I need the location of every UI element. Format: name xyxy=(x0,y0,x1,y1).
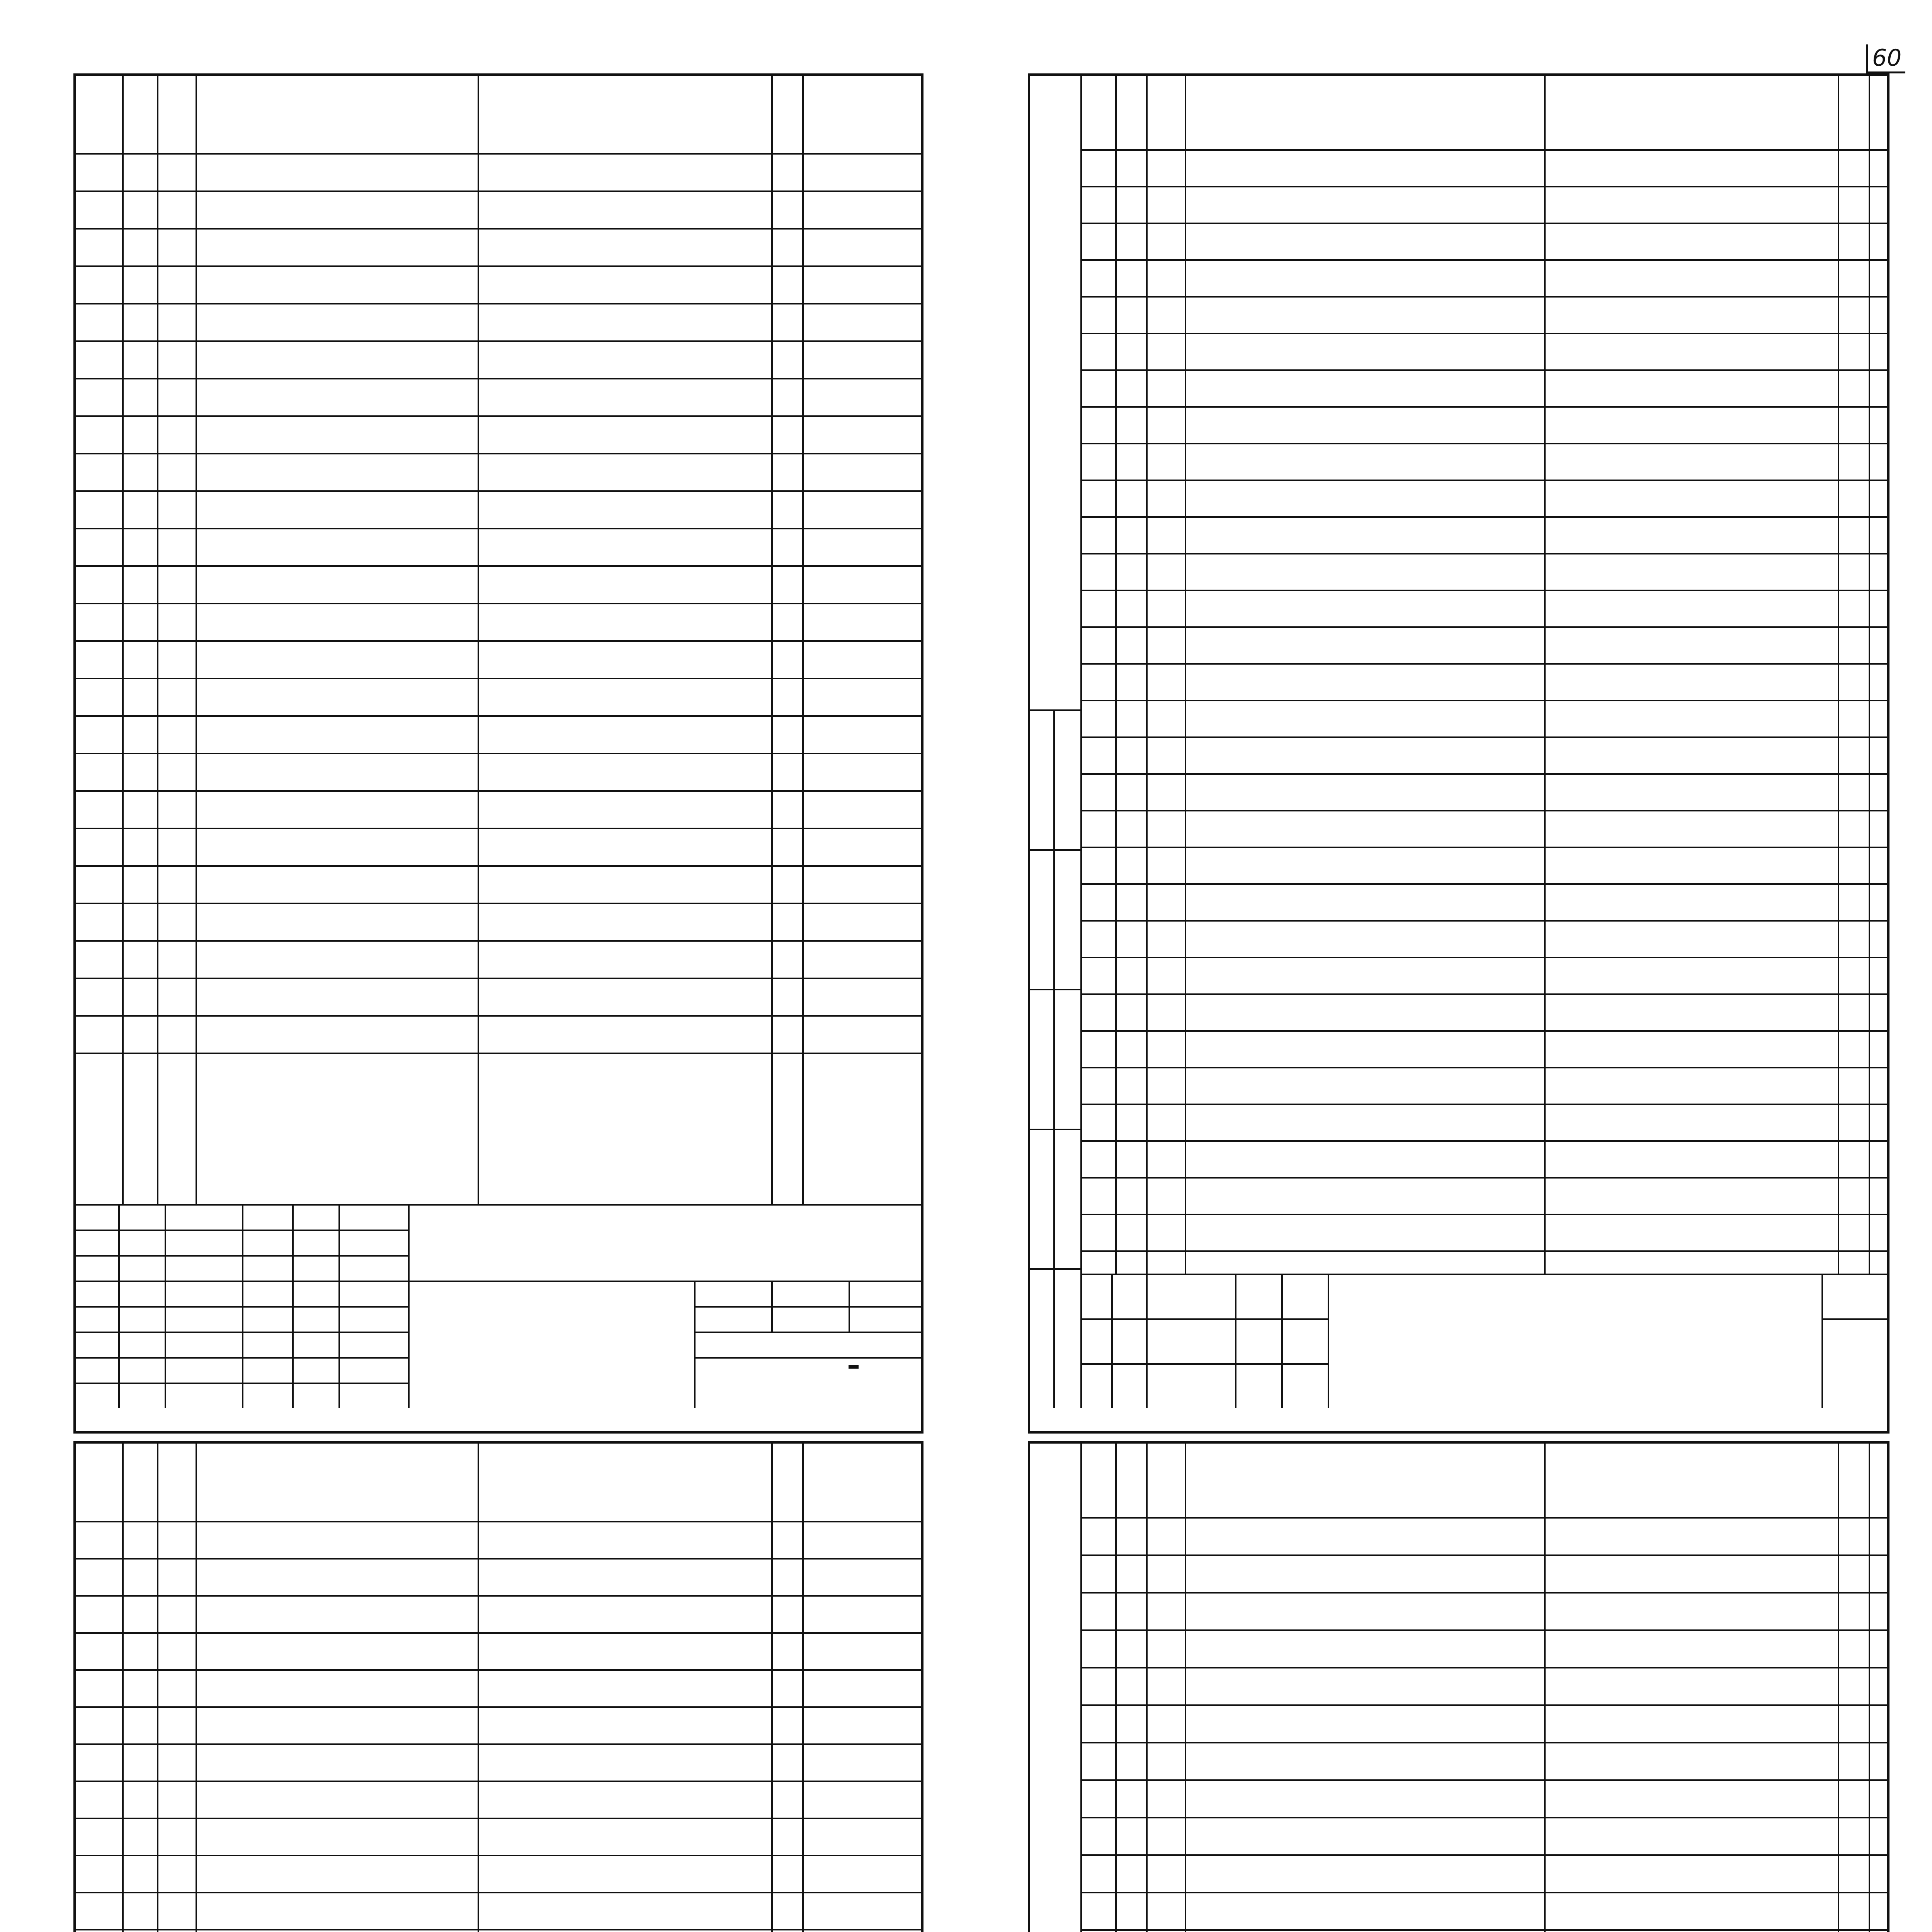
column-rule xyxy=(1146,76,1148,1274)
row-rule xyxy=(1080,700,1887,701)
row-rule xyxy=(1080,369,1887,371)
row-rule xyxy=(1080,1030,1887,1032)
row-rule xyxy=(76,678,921,679)
column-rule xyxy=(771,1444,773,1932)
column-rule xyxy=(157,76,158,1204)
side-strip-rule xyxy=(1030,1268,1080,1270)
row-rule xyxy=(76,903,921,904)
column-rule xyxy=(478,76,479,1204)
title-block-col-rule xyxy=(118,1204,120,1408)
tb-right-rule xyxy=(694,1332,921,1333)
row-rule xyxy=(1080,1704,1887,1706)
row-rule xyxy=(1080,406,1887,408)
row-rule xyxy=(1080,1214,1887,1215)
title-block-col-rule xyxy=(1146,1274,1148,1408)
column-rule xyxy=(1838,1444,1839,1932)
row-rule xyxy=(76,190,921,192)
title-block-row-rule xyxy=(1080,1363,1328,1365)
title-block-row-rule xyxy=(1080,1318,1328,1320)
tb-right-rule xyxy=(694,1357,921,1359)
row-rule xyxy=(76,603,921,604)
row-rule xyxy=(76,978,921,979)
row-rule xyxy=(76,715,921,717)
row-rule xyxy=(1080,1554,1887,1556)
row-rule xyxy=(1080,626,1887,628)
tb-right-rule xyxy=(771,1281,773,1332)
side-strip-rule xyxy=(1030,849,1080,851)
column-rule xyxy=(122,76,124,1204)
spec-sheet-3 xyxy=(73,1441,923,1932)
header-bottom-rule xyxy=(76,153,921,155)
column-rule xyxy=(802,76,804,1204)
column-rule xyxy=(1544,1444,1546,1932)
column-rule xyxy=(1146,1444,1148,1932)
row-rule xyxy=(76,528,921,529)
title-block-col-rule xyxy=(338,1204,340,1408)
side-strip-rule xyxy=(1030,989,1080,990)
column-rule xyxy=(1544,76,1546,1274)
row-rule xyxy=(1080,1067,1887,1068)
row-rule xyxy=(1080,920,1887,922)
row-rule xyxy=(1080,847,1887,848)
row-rule xyxy=(1080,590,1887,591)
row-rule xyxy=(76,1892,921,1893)
row-rule xyxy=(1080,296,1887,298)
designation-rule xyxy=(408,1281,921,1282)
column-rule xyxy=(802,1444,804,1932)
row-rule xyxy=(76,1595,921,1597)
row-rule xyxy=(1080,1592,1887,1594)
row-rule xyxy=(76,378,921,379)
tb-logo xyxy=(849,1365,859,1369)
row-rule xyxy=(1080,1250,1887,1252)
row-rule xyxy=(1080,1140,1887,1142)
column-rule xyxy=(157,1444,158,1932)
tb-right-rule xyxy=(694,1281,696,1408)
title-block-col-rule xyxy=(1235,1274,1236,1408)
column-rule xyxy=(771,76,773,1204)
side-strip-rule xyxy=(1080,1444,1082,1932)
row-rule xyxy=(76,828,921,829)
column-rule xyxy=(196,1444,197,1932)
row-rule xyxy=(1080,993,1887,995)
title-block-col-rule xyxy=(1111,1274,1113,1408)
spec-sheet-2 xyxy=(1028,73,1889,1434)
title-block-top xyxy=(1080,1274,1887,1275)
spec-sheet-4 xyxy=(1028,1441,1889,1932)
row-rule xyxy=(1080,1854,1887,1856)
row-rule xyxy=(1080,1742,1887,1743)
row-rule xyxy=(1080,480,1887,481)
row-rule xyxy=(1080,736,1887,738)
row-rule xyxy=(76,1706,921,1708)
row-rule xyxy=(1080,223,1887,224)
row-rule xyxy=(76,1015,921,1017)
row-rule xyxy=(76,453,921,454)
row-rule xyxy=(76,1632,921,1634)
tb-right-rule xyxy=(849,1281,850,1332)
row-rule xyxy=(76,303,921,304)
row-rule xyxy=(1080,1177,1887,1179)
row-rule xyxy=(1080,1892,1887,1893)
column-rule xyxy=(478,1444,479,1932)
row-rule xyxy=(1080,810,1887,811)
row-rule xyxy=(76,1929,921,1930)
column-rule xyxy=(1838,76,1839,1274)
column-rule xyxy=(122,1444,124,1932)
header-bottom-rule xyxy=(76,1521,921,1522)
column-rule xyxy=(196,76,197,1204)
row-rule xyxy=(1080,1104,1887,1105)
row-rule xyxy=(76,265,921,267)
row-rule xyxy=(1080,516,1887,518)
row-rule xyxy=(1080,1817,1887,1818)
row-rule xyxy=(76,1669,921,1671)
row-rule xyxy=(76,340,921,342)
row-rule xyxy=(1080,1629,1887,1631)
title-block-col-rule xyxy=(292,1204,294,1408)
tb-right-rule xyxy=(694,1306,921,1308)
side-strip-rule xyxy=(1030,709,1080,711)
row-rule xyxy=(76,1818,921,1819)
row-rule xyxy=(76,415,921,417)
header-bottom-rule xyxy=(1080,149,1887,151)
row-rule xyxy=(76,228,921,230)
title-block-col-rule xyxy=(165,1204,166,1408)
column-rule xyxy=(1115,1444,1117,1932)
spec-sheet-1 xyxy=(73,73,923,1434)
row-rule xyxy=(76,865,921,867)
title-block-col-rule xyxy=(408,1204,410,1408)
corner-page-number: 60 xyxy=(1866,44,1905,73)
row-rule xyxy=(76,490,921,492)
title-block-col-rule xyxy=(242,1204,243,1408)
row-rule xyxy=(1080,186,1887,187)
row-rule xyxy=(1080,259,1887,261)
row-rule xyxy=(1080,1779,1887,1781)
column-rule xyxy=(1185,1444,1186,1932)
title-block-row-rule xyxy=(1821,1318,1887,1320)
row-rule xyxy=(76,790,921,792)
title-block-top xyxy=(76,1204,921,1206)
row-rule xyxy=(1080,443,1887,444)
row-rule xyxy=(1080,1929,1887,1931)
row-rule xyxy=(1080,773,1887,775)
row-rule xyxy=(76,640,921,642)
column-rule xyxy=(1869,76,1870,1274)
row-rule xyxy=(76,940,921,942)
title-block-col-rule xyxy=(1821,1274,1823,1408)
title-block-col-rule xyxy=(1281,1274,1283,1408)
row-rule xyxy=(1080,553,1887,554)
row-rule xyxy=(1080,333,1887,334)
row-rule xyxy=(76,565,921,567)
header-bottom-rule xyxy=(1080,1517,1887,1519)
row-rule xyxy=(1080,957,1887,958)
row-rule xyxy=(76,1743,921,1745)
column-rule xyxy=(1185,76,1186,1274)
side-strip-rule xyxy=(1053,709,1055,1408)
row-rule xyxy=(76,1781,921,1782)
column-rule xyxy=(1869,1444,1870,1932)
row-rule xyxy=(76,1053,921,1054)
side-strip-rule xyxy=(1080,76,1082,1408)
row-rule xyxy=(1080,663,1887,665)
row-rule xyxy=(1080,883,1887,885)
side-strip-rule xyxy=(1030,1129,1080,1130)
row-rule xyxy=(76,1558,921,1560)
row-rule xyxy=(76,753,921,754)
column-rule xyxy=(1115,76,1117,1274)
title-block-col-rule xyxy=(1328,1274,1329,1408)
row-rule xyxy=(76,1855,921,1856)
row-rule xyxy=(1080,1667,1887,1668)
